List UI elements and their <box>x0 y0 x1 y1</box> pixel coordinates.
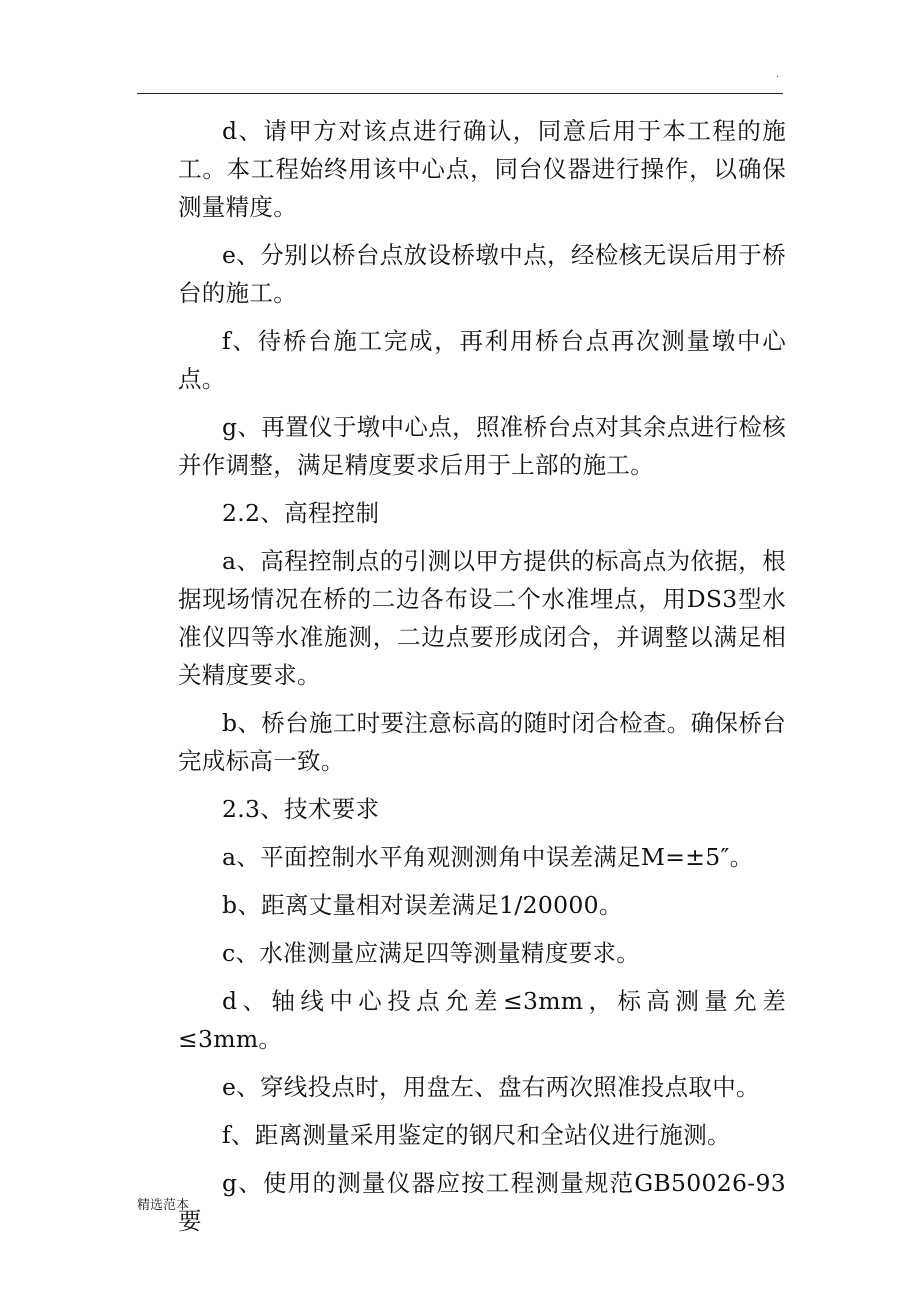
paragraph-e-pier-layout: e、分别以桥台点放设桥墩中点，经检核无误后用于桥台的施工。 <box>178 241 786 307</box>
footer-label: 精选范本 <box>137 1198 190 1213</box>
section-heading-elevation-control: 2.2、高程控制 <box>222 499 380 527</box>
paragraph-b-elevation-check: b、桥台施工时要注意标高的随时闭合检查。确保桥台完成标高一致。 <box>178 709 786 775</box>
paragraph-g-instruments: g、使用的测量仪器应按工程测量规范GB50026-93要 <box>178 1169 786 1235</box>
paragraph-a-elevation: a、高程控制点的引测以甲方提供的标高点为依据，根据现场情况在桥的二边各布设二个水准埋点，用DS3型水准仪四等水准施测，二边点要形成闭合，并调整以满足相关精度要求。 <box>178 547 786 689</box>
paragraph-a-angle-error: a、平面控制水平角观测测角中误差满足M=±5″。 <box>222 843 754 871</box>
document-body <box>178 112 786 1250</box>
paragraph-g-check: g、再置仪于墩中心点，照准桥台点对其余点进行检核并作调整，满足精度要求后用于上部的施工。 <box>178 413 786 479</box>
header-mark: . <box>776 69 780 80</box>
paragraph-d-confirm: d、请甲方对该点进行确认，同意后用于本工程的施工。本工程始终用该中心点，同台仪器进行操作，以确保测量精度。 <box>178 117 786 221</box>
paragraph-f-distance-measure: f、距离测量采用鉴定的钢尺和全站仪进行施测。 <box>222 1121 731 1149</box>
paragraph-f-remeasure: f、待桥台施工完成，再利用桥台点再次测量墩中心点。 <box>178 327 786 393</box>
paragraph-d-tolerance: d、轴线中心投点允差≤3mm，标高测量允差≤3mm。 <box>178 987 786 1053</box>
paragraph-c-leveling: c、水准测量应满足四等测量精度要求。 <box>222 939 641 967</box>
paragraph-e-threading: e、穿线投点时，用盘左、盘右两次照准投点取中。 <box>222 1073 760 1101</box>
header-rule <box>137 93 783 94</box>
paragraph-b-distance-error: b、距离丈量相对误差满足1/20000。 <box>222 891 623 919</box>
section-heading-technical-requirements: 2.3、技术要求 <box>222 795 380 823</box>
